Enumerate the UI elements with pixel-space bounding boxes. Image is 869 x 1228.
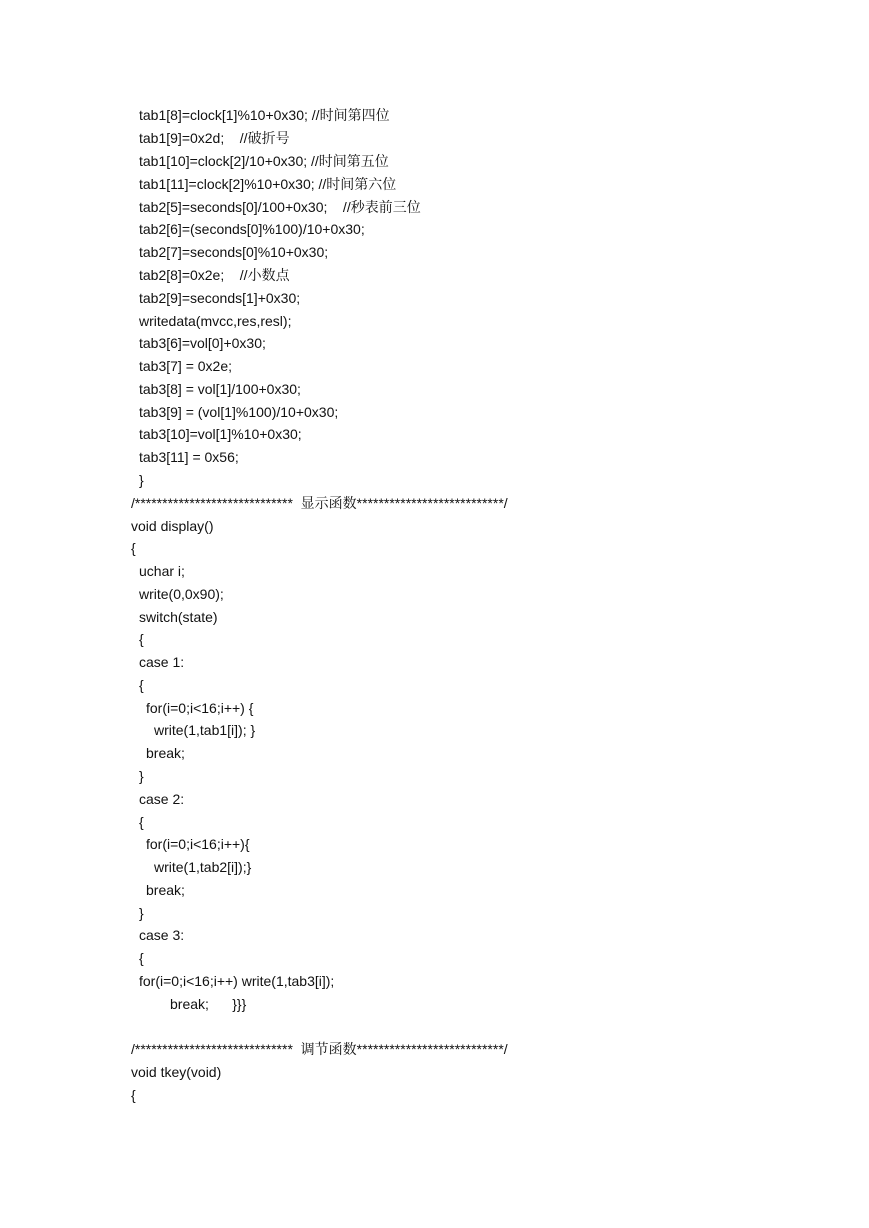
code-line: } (139, 472, 144, 488)
code-line: tab3[11] = 0x56; (139, 449, 239, 465)
code-line: tab2[7]=seconds[0]%10+0x30; (139, 244, 329, 260)
code-line: write(1,tab1[i]); } (154, 722, 256, 738)
code-line: { (139, 677, 144, 693)
code-line: for(i=0;i<16;i++){ (146, 836, 250, 852)
code-line: tab3[7] = 0x2e; (139, 358, 233, 374)
code-line: { (139, 950, 144, 966)
code-line: writedata(mvcc,res,resl); (139, 313, 292, 329)
code-line: } (139, 905, 144, 921)
code-line: { (131, 540, 136, 556)
code-line: tab2[6]=(seconds[0]%100)/10+0x30; (139, 221, 365, 237)
code-line: for(i=0;i<16;i++) { (146, 700, 254, 716)
code-line: tab3[10]=vol[1]%10+0x30; (139, 426, 302, 442)
code-line: { (131, 1087, 136, 1103)
code-line: tab1[9]=0x2d; //破折号 (139, 130, 290, 146)
code-line: break; (146, 745, 185, 761)
code-line: { (139, 814, 144, 830)
code-line: tab1[10]=clock[2]/10+0x30; //时间第五位 (139, 153, 389, 169)
code-line: tab2[9]=seconds[1]+0x30; (139, 290, 301, 306)
code-line: case 1: (139, 654, 185, 670)
code-line: break; (146, 882, 185, 898)
code-line: write(0,0x90); (139, 586, 224, 602)
code-line: tab3[6]=vol[0]+0x30; (139, 335, 266, 351)
function-signature: void tkey(void) (131, 1064, 222, 1080)
code-line: case 3: (139, 927, 185, 943)
code-line: tab2[5]=seconds[0]/100+0x30; //秒表前三位 (139, 199, 421, 215)
code-line: case 2: (139, 791, 185, 807)
code-line: } (139, 768, 144, 784)
function-signature: void display() (131, 518, 214, 534)
code-line: tab1[8]=clock[1]%10+0x30; //时间第四位 (139, 107, 390, 123)
code-line: uchar i; (139, 563, 185, 579)
code-line: for(i=0;i<16;i++) write(1,tab3[i]); (139, 973, 335, 989)
code-line: { (139, 631, 144, 647)
code-line: tab3[8] = vol[1]/100+0x30; (139, 381, 301, 397)
code-line: tab1[11]=clock[2]%10+0x30; //时间第六位 (139, 176, 397, 192)
code-line: tab3[9] = (vol[1]%100)/10+0x30; (139, 404, 339, 420)
code-line: switch(state) (139, 609, 218, 625)
section-comment: /***************************** 调节函数***************************/ (131, 1041, 508, 1057)
section-comment: /***************************** 显示函数***************************/ (131, 495, 508, 511)
code-line: tab2[8]=0x2e; //小数点 (139, 267, 290, 283)
code-line: break; }}} (170, 996, 247, 1012)
code-line: write(1,tab2[i]);} (154, 859, 252, 875)
